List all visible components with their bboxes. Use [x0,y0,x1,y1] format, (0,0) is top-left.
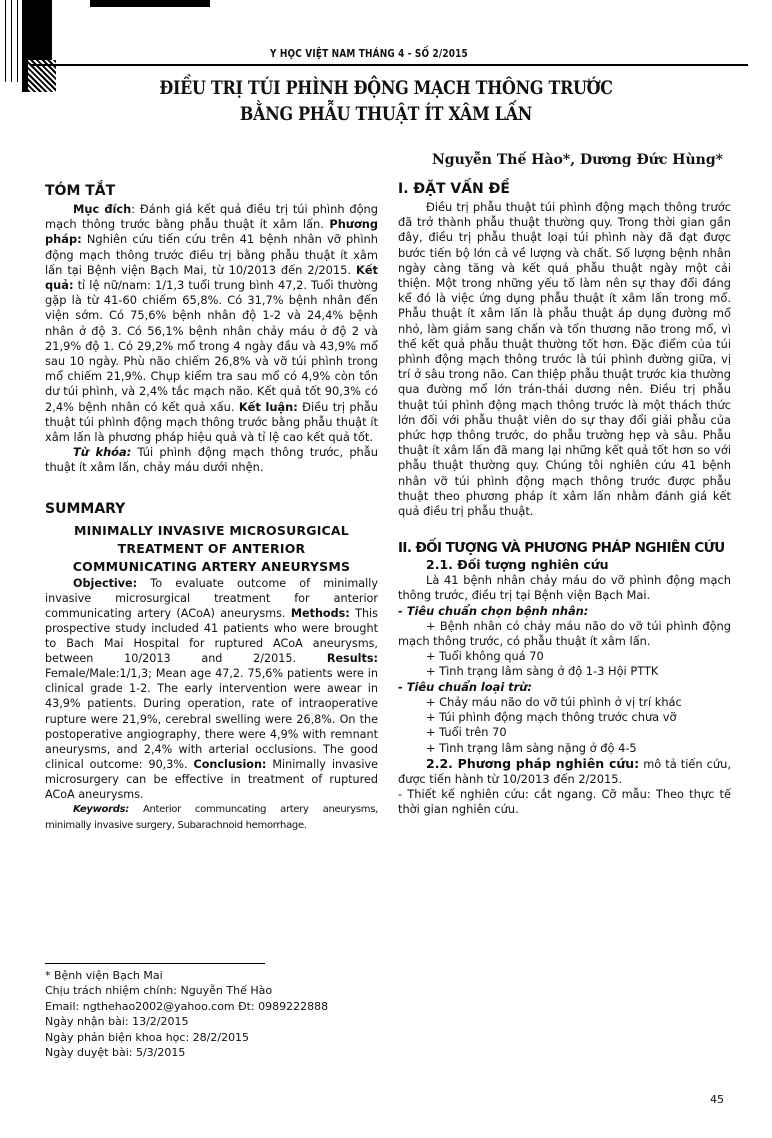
summary-body [45,576,378,802]
left-column [45,182,378,834]
page-number: 45 [710,1093,724,1106]
running-header: Y HỌC VIỆT NAM THÁNG 4 - SỐ 2/2015 [270,48,468,60]
footnote-email: Email: ngthehao2002@yahoo.com Đt: 0989222888 [45,999,329,1013]
conclusion-text: Điều trị phẫu thuật túi phình động mạch thông trước bằng phẫu thuật ít xâm lấn là phương pháp hiệu quả và tỉ lệ cao kết quả tốt. [45,399,378,445]
footnote-received: Ngày nhận bài: 13/2/2015 [45,1015,189,1029]
section1-paragraph: Điều trị phẫu thuật túi phình động mạch thông trước đã trở thành phẫu thuật thường quy. Trong thời gian gần đây, điều trị phẫu thuật loại túi phình này đã đạt được bước tiến bộ lớn cả về lượng và chất. Số lượng bệnh nhân ngày càng tăng và kết quả phẫu thuật ngày một cải thiện. Một trong những yếu tố làm nên sự thay đổi đáng kể đó là việc ứng dụng phẫu thuật ít xâm lấn trong mổ. Phẫu thuật ít xâm lấn là phẫu thuật áp dụng đường mổ nhỏ, làm giảm sang chấn và tổn thương não trong mổ, vì thế kết quả phẫu thuật thường tốt hơn. Đặc điểm của túi phình động mạch thông trước là túi phình đường giữa, vị trí ở sâu trong não. Can thiệp phẫu thuật trước kia thường qua đường mổ lớn trán-thái dương nên. Điều trị phẫu thuật túi phình động mạch thông trước là một thách thức lớn đối với phẫu thuật viên do sự thay đổi giải phẫu của phức hợp thông trước, do phẫu trường hẹp và sâu. Phẫu thuật ít xâm lấn đã mang lại những kết quả tốt hơn so với phẫu thuật thường quy. Chúng tôi nghiên cứu 41 bệnh nhân vỡ túi phình động mạch thông trước được phẫu thuật theo phương pháp ít xâm lấn nhằm đánh giá kết quả điều trị phẫu thuật. [398,200,731,519]
scan-artifact-bar [22,0,52,92]
en-conclusion-text: Minimally invasive microsurgery can be effective in treatment of ruptured ACoA aneurysms. [45,757,378,801]
exclusion-item: + Chảy máu não do vỡ túi phình ở vị trí khác [426,694,682,709]
section2-heading: II. ĐỐI TƯỢNG VÀ PHƯƠNG PHÁP NGHIÊN CỨU [398,540,725,557]
summary-title-line-3: COMMUNICATING ARTERY ANEURYSMS [72,558,351,574]
summary-title-line-1: MINIMALLY INVASIVE MICROSURGICAL [74,522,349,538]
footnotes [45,968,328,1060]
inclusion-item: + Tình trạng lâm sàng ở độ 1-3 Hội PTTK [426,664,659,679]
keywords-vi-label: Từ khóa: [73,445,132,460]
scan-artifact-line [5,0,6,82]
section1-heading: I. ĐẶT VẤN ĐỀ [398,181,510,197]
en-methods-label: Methods: [290,606,350,620]
title-line-1: ĐIỀU TRỊ TÚI PHÌNH ĐỘNG MẠCH THÔNG TRƯỚC [159,78,613,99]
en-objective-text: To evaluate outcome of minimally invasive microsurgical treatment for anterior communicating artery (ACoA) aneurysms. [45,576,378,620]
inclusion-item: + Tuổi không quá 70 [426,649,544,664]
scan-artifact-top [90,0,210,7]
authors: Nguyễn Thế Hào*, Dương Đức Hùng* [432,152,723,168]
summary-title-line-2: TREATMENT OF ANTERIOR [117,540,306,556]
abstract-vi-body [45,202,378,445]
keywords-en-label: Keywords: [73,804,129,816]
footnote-affiliation: * Bệnh viện Bạch Mai [45,969,163,982]
footnote-corresponding: Chịu trách nhiệm chính: Nguyễn Thế Hào [45,984,273,998]
summary-heading: SUMMARY [45,500,126,517]
footnote-accepted: Ngày duyệt bài: 5/3/2015 [45,1046,186,1060]
en-methods-text: This prospective study included 41 patients who were brought to Bach Mai Hospital for ruptured ACoA aneurysms, between 10/2013 and 2/2015. [45,606,378,666]
summary-title [45,522,378,576]
exclusion-item: + Túi phình động mạch thông trước chưa vỡ [426,710,677,725]
objective-text: : Đánh giá kết quả điều trị túi phình động mạch thông trước bằng phẫu thuật ít xâm lấn. [45,202,378,232]
abstract-heading: TÓM TẮT [45,183,116,199]
results-text: tỉ lệ nữ/nam: 1/1,3 tuổi trung bình 47,2. Tuổi thường gặp là từ 41-60 chiếm 65,8%. Có 31,7% bệnh nhân đến viện sớm. Có 75,6% bệnh nhân độ 1-2 và 24,4% bệnh nhân ở độ 3. Có 56,1% bệnh nhân chảy máu ở độ 2 và 21,9% độ 1. Có 29,2% mổ trong 4 ngày đầu và 43,9% mổ sau 10 ngày. Phù não chiếm 26,8% và vỡ túi phình trong mổ chiếm 21,9%. Chụp kiểm tra sau mổ có 4,9% còn tồn dư túi phình, và 2,4% tắc mạch não. Kết quả tốt 90,3% có 2,4% bệnh nhân có kết quả xấu. [45,278,378,414]
keywords-en-text: Anterior communcating artery aneurysms, minimally invasive surgery, Subarachnoid hemorrhage. [45,804,378,832]
title-line-2: BẰNG PHẪU THUẬT ÍT XÂM LẤN [239,104,533,125]
subsection-2-2 [398,756,731,787]
subsection-2-2-text: mô tả tiến cứu, được tiến hành từ 10/2013 đến 2/2015. [398,756,731,786]
scan-artifact-line [11,0,12,82]
subsection-2-2-heading: 2.2. Phương pháp nghiên cứu: [426,755,640,771]
right-column [398,180,731,818]
en-results-text: Female/Male:1/1,3; Mean age 47,2. 75,6% patients were in clinical grade 1-2. The early intervention were awear in 43,9% patients. During operation, rate of intraoperative rupture were 21,9%, cerebral swelling were 26,8%. On the postoperative angiography, there were 4,9% with remnant aneurysms, and 2,4% with arterial occlusions. The good clinical outcome: 90,3%. [45,667,378,771]
article-title [60,76,712,128]
study-design-text: - Thiết kế nghiên cứu: cắt ngang. Cỡ mẫu: Theo thực tế thời gian nghiên cứu. [398,787,731,817]
header-rule [30,64,748,66]
keywords-vi [45,445,378,475]
subsection-2-1-heading: 2.1. Đối tượng nghiên cứu [426,557,609,573]
en-conclusion-label: Conclusion: [193,757,267,771]
keywords-en [45,802,378,834]
methods-text: Nghiên cứu tiến cứu trên 41 bệnh nhân vỡ phình động mạch thông trước điều trị bằng phẫu thuật ít xâm lấn tại Bệnh viện Bạch Mai, từ 10/2013 đến 2/2015. [45,232,378,277]
results-label: Kết quả: [45,262,378,293]
en-objective-label: Objective: [73,576,138,590]
keywords-vi-text: Túi phình động mạch thông trước, phẫu thuật ít xâm lấn, chảy máu dưới nhện. [45,445,378,475]
scan-artifact-line [17,0,18,82]
footnote-reviewed: Ngày phản biện khoa học: 28/2/2015 [45,1030,250,1044]
exclusion-criteria-label: - Tiêu chuẩn loại trừ: [398,679,532,694]
subsection-2-1-text: Là 41 bệnh nhân chảy máu do vỡ phình động mạch thông trước, điều trị tại Bệnh viện Bạch Mai. [398,573,731,603]
exclusion-item: + Tình trạng lâm sàng nặng ở độ 4-5 [426,740,637,755]
objective-label: Mục đích [73,202,132,216]
en-results-label: Results: [326,652,378,666]
methods-label: Phương pháp: [45,217,378,247]
inclusion-criteria-label: - Tiêu chuẩn chọn bệnh nhân: [398,603,589,618]
inclusion-item: + Bệnh nhân có chảy máu não do vỡ túi phình động mạch thông trước, có phẫu thuật ít xâm lấn. [398,618,731,649]
conclusion-label: Kết luận: [238,399,298,414]
exclusion-item: + Tuổi trên 70 [426,725,507,740]
footnote-rule [45,963,265,964]
